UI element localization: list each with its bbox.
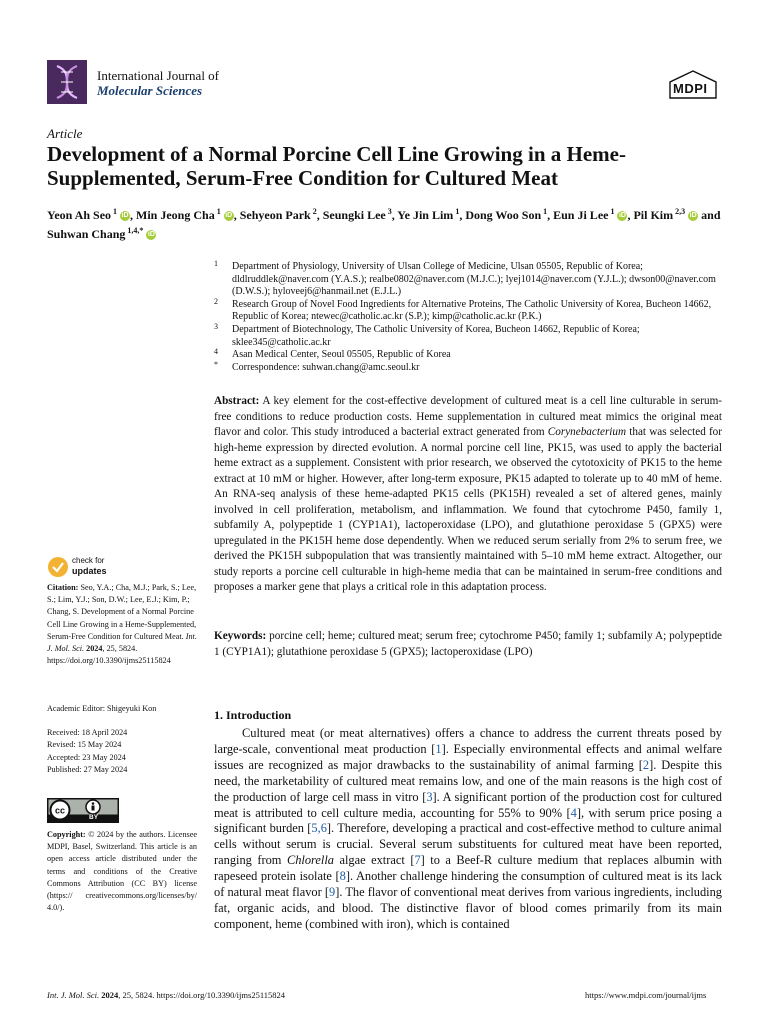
affiliation-item [214,349,724,362]
footer-year: 2024 [101,990,119,1000]
author[interactable] [397,208,459,222]
author-affiliation-mark: 1 [608,207,615,216]
intro-italic: Chlorella [286,853,334,868]
date-accepted: Accepted: 23 May 2024 [47,752,126,762]
author-affiliation-mark: 3 [385,207,392,216]
citation-text: Seo, Y.A.; Cha, M.J.; Park, S.; Lee, S.; Lim, Y.J.; Son, D.W.; Lee, E.J.; Kim, P.; Chang, S. Development of a Normal Porcine Cell Line Growing in a Heme-Supplemented, Serum-Free Condition for Cultured Meat. [47,583,197,641]
author-name: Seungki Lee [322,208,386,222]
section-heading: 1. Introduction [214,708,292,722]
date-received: Received: 18 April 2024 [47,728,128,737]
check-updates-line1: check for [72,556,105,565]
introduction-body [214,726,722,933]
intro-text: ], with serum price posing a significant burden [ [214,805,722,836]
citation [47,582,197,667]
journal-name [97,68,219,98]
author-name: Yeon Ah Seo [47,208,112,222]
author-name: Eun Ji Lee [553,208,609,222]
affiliation-text: Research Group of Novel Food Ingredients for Alternative Proteins, The Catholic University of Korea, Bucheon 14662, Republic of Korea; ntewec@catholic.ac.kr (S.P.); kimp@catholic.ac.kr (P.K.) [232,298,712,323]
author-affiliation-mark: 1 [111,207,118,216]
author-name: Pil Kim [633,208,674,222]
author[interactable] [136,208,234,222]
author-name: Sehyeon Park [239,208,311,222]
author[interactable] [47,208,130,222]
abstract-label: Abstract: [214,395,260,407]
copyright-text: © 2024 by the authors. Licensee MDPI, Basel, Switzerland. This article is an open access article distributed under the terms and conditions of the Creative Commons Attribution (CC BY) license (https:// creativecommons.org/licenses/by/ 4.0/). [47,830,198,913]
footer-journal: Int. J. Mol. Sci. [47,990,100,1000]
cc-by-label: BY [89,814,99,821]
affiliation-text: Correspondence: suhwan.chang@amc.seoul.kr [232,361,420,373]
author-name: Ye Jin Lim [397,208,454,222]
affiliation-mark: * [214,359,218,369]
author-name: Dong Woo Son [465,208,542,222]
keywords [214,629,722,660]
svg-text:cc: cc [54,805,66,816]
copyright [47,829,197,914]
intro-text: ] to a Beef-R culture medium that replaces albumin with rapeseed protein isolate [ [214,853,722,884]
affiliation-item [214,359,724,375]
abstract-text-2: that was selected for high-heme expression by directed evolution. A normal porcine cell line, PK15, was used to apply the bacterial heme extract as a supplement. Consistent with prior research, we observed the cytotoxicity of PK15 to the heme extract at 10 mM or higher. However, after long-term exposure, PK15 adapted to tolerate up to 40 mM of heme. An RNA-seq analysis of these heme-adapted PK15 cells (PK15H) revealed a set of altered genes, mainly involved in cell proliferation, metabolism, and inflammation. We found that cytochrome P450, family 1, subfamily A, polypeptide 1 (CYP1A1), lactoperoxidase (LPO), and glutathione peroxidase 5 (GPX5) were upregulated in the PK15H heme dose dependently. When we reduced serum serially from 2% to serum free, we derived the PK15H subpopulation that was transiently maintained with 5–10 mM heme extract. Altogether, our study reports a porcine cell culturable in high-heme media that can be maintained in serum-free conditions and proposes a marker gene that plays a critical role in this adaptation process. [214,426,722,593]
cc-license-badge[interactable] [47,798,119,823]
dates [47,727,127,777]
citation-ref[interactable]: 5,6 [311,821,327,836]
affiliation-item [214,321,724,349]
journal-name-line2: Molecular Sciences [97,83,203,98]
author-affiliation-mark: 1,4,* [125,226,144,235]
article-type: Article [47,126,83,141]
check-for-updates-button[interactable] [47,555,137,579]
author[interactable] [240,208,317,222]
creative-commons-icon [47,798,119,823]
abstract [214,394,722,596]
citation-ref[interactable]: 8 [339,869,346,884]
citation-ref[interactable]: 4 [570,805,577,820]
citation-ref[interactable]: 3 [426,789,433,804]
journal-logo-icon [47,60,87,104]
author-list: Yeon Ah Seo $^1$ iD , Min Jeong Cha $^1$ iD , Sehyeon Park $^2$, Seungki Lee $^3$, Ye Jin Lim $^1$, Dong Woo Son $^1$, Eun Ji Lee $^1$ iD , Pil Kim $^{2,3}$ iD and Suhwan Chang $^{1,4,*}$ iD [47,207,721,241]
affiliation-mark: 1 [214,259,218,268]
intro-text: ]. Despite this need, the marketability of cultured meat remains low, and one of the main reasons is the high cost of the production of large cell mass in vitro [ [214,757,722,804]
orcid-icon[interactable]: iD [121,212,129,220]
keywords-label: Keywords: [214,630,267,642]
academic-editor: Academic Editor: Shigeyuki Kon [47,704,157,713]
check-updates-line2: updates [72,566,107,576]
affiliation-text: Department of Biotechnology, The Catholic University of Korea, Bucheon 14662, Republic of Korea; sklee345@catholic.ac.kr [232,323,640,348]
citation-ref[interactable]: 2 [642,757,650,772]
abstract-text-1: A key element for the cost-effective development of cultured meat is a cell line culturable in serum-free conditions to reduce production costs. Heme supplementation in cultured meat mimics the original meat flavor and color. This study introduced a bacterial extract generated from [214,395,722,438]
intro-text: ]. A significant portion of the production cost for cultured meat is attributed to cell culture media, accounting for 55% to 90% [ [214,789,722,820]
copyright-label: Copyright: [47,830,86,839]
affiliation-mark: 2 [214,296,218,306]
author-affiliation-mark: 2,3 [673,207,686,216]
orcid-icon[interactable]: iD [689,212,697,220]
affiliation-mark: 4 [214,347,218,357]
author-affiliation-mark: 2 [310,207,317,216]
orcid-icon[interactable]: iD [147,231,155,239]
abstract-italic: Corynebacterium [547,426,627,438]
author-name: Suhwan Chang [47,227,126,241]
author[interactable] [465,208,547,222]
author[interactable] [47,227,156,241]
intro-text: ]. The flavor of conventional meat derives from various ingredients, including fat, organic acids, and blood. The distinctive flavor of blood comes primarily from its main component, heme (combined with iron), which is contained [214,885,722,931]
affiliation-mark: 3 [214,321,218,331]
author[interactable] [633,208,698,222]
intro-text: ]. Another challenge hindering the consumption of cultured meat is its lack of natural meat flavor [ [214,869,722,900]
publisher-logo[interactable] [668,70,718,100]
article-title: Development of a Normal Porcine Cell Line Growing in a Heme-Supplemented, Serum-Free Condition for Cultured Meat [47,142,626,190]
author-affiliation-mark: 1 [214,207,221,216]
author[interactable] [323,208,392,222]
author-affiliation-mark: 1 [453,207,460,216]
publisher-name: MDPI [673,81,708,96]
citation-ref[interactable]: 1 [435,741,442,756]
citation-journal: Int. J. Mol. Sci. [47,631,197,654]
footer-journal-url[interactable]: https://www.mdpi.com/journal/ijms [585,990,707,1000]
affiliation-text: Asan Medical Center, Seoul 05505, Republic of Korea [232,349,451,361]
affiliations [214,261,724,374]
author[interactable] [553,208,627,222]
affiliation-text: Department of Physiology, University of Ulsan College of Medicine, Ulsan 05505, Republic of Korea; dldlruddlek@naver.com (Y.A.S.); realbe0802@naver.com (M.J.C.); lyej1014@naver.com (Y.J.L.); dwson00@naver.com (D.W.S.); hyloveej6@hanmail.net (E.J.L.) [232,261,716,298]
orcid-icon[interactable]: iD [618,212,626,220]
citation-year: 2024 [86,644,103,654]
check-updates-icon [47,556,69,578]
intro-text: algae extract [ [333,853,415,868]
citation-label: Citation: [47,583,79,592]
date-revised: Revised: 15 May 2024 [47,740,122,750]
keywords-text: porcine cell; heme; cultured meat; serum free; cytochrome P450; family 1; subfamily A; polypeptide 1 (CYP1A1); glutathione peroxidase 5 (GPX5); lactoperoxidase (LPO) [214,630,723,658]
footer-citation [47,990,285,1000]
citation-doi[interactable]: , 25, 5824. https://doi.org/10.3390/ijms25115824 [47,644,171,666]
author-affiliation-mark: 1 [541,207,548,216]
footer-doi[interactable]: , 25, 5824. https://doi.org/10.3390/ijms25115824 [118,990,286,1000]
citation-ref[interactable]: 7 [414,853,421,868]
author-name: Min Jeong Cha [136,208,215,222]
intro-text: Cultured meat (or meat alternatives) offers a chance to address the current threats posed by large-scale, conventional meat production [ [214,726,722,756]
journal-name-line1: International Journal of [97,68,220,83]
affiliation-item [214,261,724,299]
intro-text: ]. Therefore, developing a practical and cost-effective method to culture animal cells without serum is crucial. Several serum substituents for cultured meat have been reported, ranging from [214,821,722,868]
citation-ref[interactable]: 9 [329,885,336,900]
affiliation-item [214,296,724,324]
orcid-icon[interactable]: iD [225,212,233,220]
intro-text: ]. Especially environmental effects and animal welfare issues are recognized as major drawbacks to the sustainability of animal farming [ [214,741,722,772]
date-published: Published: 27 May 2024 [47,765,128,775]
